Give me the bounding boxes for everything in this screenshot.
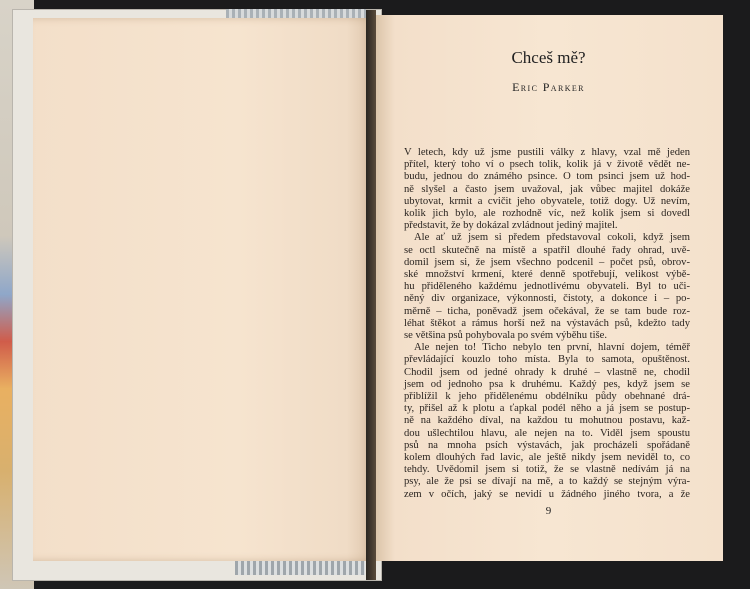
- text-line: se octl skutečně na místě a spatřil dlouhé řady ohrad, uvě-: [404, 244, 690, 256]
- spine-bottom-band: [235, 561, 365, 575]
- text-line: Chodil jsem od jedné ohrady k druhé – vlastně ne, chodil: [404, 366, 690, 378]
- spine-top-band: [226, 9, 366, 18]
- text-line: psy, ale že psi se dívají na mě, a to každý se stejným výra-: [404, 476, 690, 488]
- text-line: přiblížil k jeho přidělenému obdélníku půdy obehnané drá-: [404, 391, 690, 403]
- text-line: léhat štěkot a rámus horší než na výstavách psů, kdežto tady: [404, 317, 690, 329]
- text-line: hu přiděleného každému jednotlivému obyvateli. Byl to uči-: [404, 281, 690, 293]
- author-name: Eric Parker: [512, 80, 585, 94]
- text-line: budu, jednou do známého psince. O tom psinci jsem už hod-: [404, 171, 690, 183]
- text-line: V letech, kdy už jsme pustili války z hlavy, vzal mě jeden: [404, 147, 690, 158]
- text-line: dou ušlechtilou hlavu, ale nejen na to. Viděl jsem spoustu: [404, 427, 690, 439]
- text-line: ty, přišel až k plotu a ťapkal podél něho a já jsem se postup-: [404, 403, 690, 415]
- text-line: Ale ať už jsem si předem představoval cokoli, když jsem: [414, 232, 690, 244]
- text-line: přítel, který toho ví o psech tolik, kolik já v životě vědět ne-: [404, 159, 690, 171]
- text-line: zem v očích, jaký se nevidí u žádného jiného tvora, a že: [404, 488, 690, 500]
- text-line: ubytovat, krmit a cvičit jeho obyvatele, totiž dogy. Už nevím,: [404, 195, 690, 207]
- text-line: něný div organizace, výkonnosti, čistoty, a dokonce i – po-: [404, 293, 690, 305]
- text-line: představit, že by dokázal zvládnout jediný majitel.: [404, 220, 618, 232]
- text-line: převládající kouzlo toho místa. Byla to samota, opuštěnost.: [404, 354, 690, 366]
- text-line: kolem dlouhých řad lavic, ale ještě nikdy jsem neviděl to, co: [404, 452, 690, 464]
- text-line: psů na mnoha psích výstavách, jak procházeli spořádaně: [404, 439, 690, 451]
- page-number: 9: [545, 505, 552, 517]
- text-line: tehdy. Uvědomil jsem si totiž, že se vlastně nedívám já na: [404, 464, 690, 476]
- text-line: ně na každého díval, na každou tu mohutnou postavu, kaž-: [404, 415, 690, 427]
- text-line: kolik jich bylo, ale rozhodně víc, než kolik jsem si dovedl: [404, 208, 690, 220]
- chapter-title: Chceš mě?: [511, 48, 586, 67]
- text-line: se většina psů pohybovala po svém výběhu tiše.: [404, 330, 608, 342]
- text-line: ské množství krmení, které denně spotřebují, velikost výbě-: [404, 269, 690, 281]
- book-gutter: [366, 10, 376, 580]
- blank-left-page: [33, 18, 374, 561]
- text-line: ně slyšel a často jsem uvažoval, jak vůbec majitel dokáže: [404, 183, 690, 195]
- text-line: domil jsem si, že jsem všechno podcenil – počet psů, obrov-: [404, 256, 690, 268]
- text-line: jsem od jednoho psa k druhému. Každý pes, když jsem se: [404, 378, 690, 390]
- text-line: měrně – ticha, poněvadž jsem očekával, že se tam bude roz-: [404, 305, 690, 317]
- text-line: Ale nejen to! Ticho nebylo ten první, hlavní dojem, téměř: [414, 342, 690, 354]
- body-text: [404, 147, 690, 501]
